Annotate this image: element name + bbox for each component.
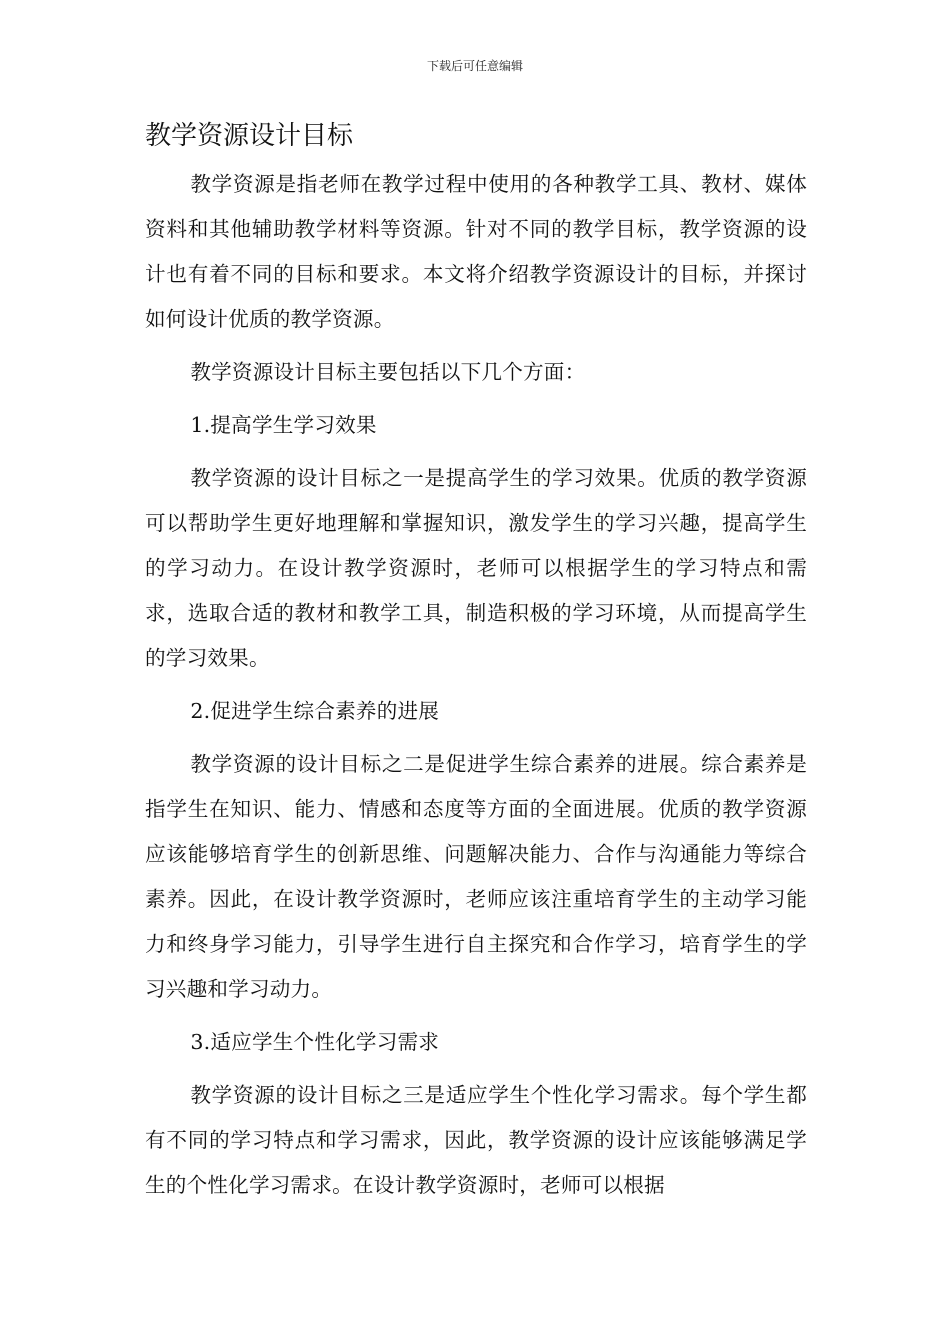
- document-title: 教学资源设计目标: [145, 121, 354, 151]
- document-body: [145, 162, 807, 1216]
- section-paragraph-1: 教学资源的设计目标之一是提高学生的学习效果。优质的教学资源可以帮助学生更好地理解和掌握知识，激发学生的学习兴趣，提高学生的学习动力。在设计教学资源时，老师可以根据学生的学习特点和需求，选取合适的教材和教学工具，制造积极的学习环境，从而提高学生的学习效果。: [145, 466, 807, 670]
- section-heading-3: 3.适应学生个性化学习需求: [190, 1030, 440, 1054]
- section-heading-1: 1.提高学生学习效果: [190, 413, 377, 437]
- overview-paragraph: 教学资源设计目标主要包括以下几个方面：: [190, 360, 586, 384]
- intro-paragraph: 教学资源是指老师在教学过程中使用的各种教学工具、教材、媒体资料和其他辅助教学材料等资源。针对不同的教学目标，教学资源的设计也有着不同的目标和要求。本文将介绍教学资源设计的目标，并探讨如何设计优质的教学资源。: [145, 172, 807, 331]
- section-paragraph-2: 教学资源的设计目标之二是促进学生综合素养的进展。综合素养是指学生在知识、能力、情感和态度等方面的全面进展。优质的教学资源应该能够培育学生的创新思维、问题解决能力、合作与沟通能力等综合素养。因此，在设计教学资源时，老师应该注重培育学生的主动学习能力和终身学习能力，引导学生进行自主探究和合作学习，培育学生的学习兴趣和学习动力。: [145, 752, 807, 1001]
- section-paragraph-3: 教学资源的设计目标之三是适应学生个性化学习需求。每个学生都有不同的学习特点和学习需求，因此，教学资源的设计应该能够满足学生的个性化学习需求。在设计教学资源时，老师可以根据: [145, 1083, 807, 1197]
- page-header-note: 下载后可任意编辑: [426, 59, 523, 73]
- section-heading-2: 2.促进学生综合素养的进展: [190, 699, 440, 723]
